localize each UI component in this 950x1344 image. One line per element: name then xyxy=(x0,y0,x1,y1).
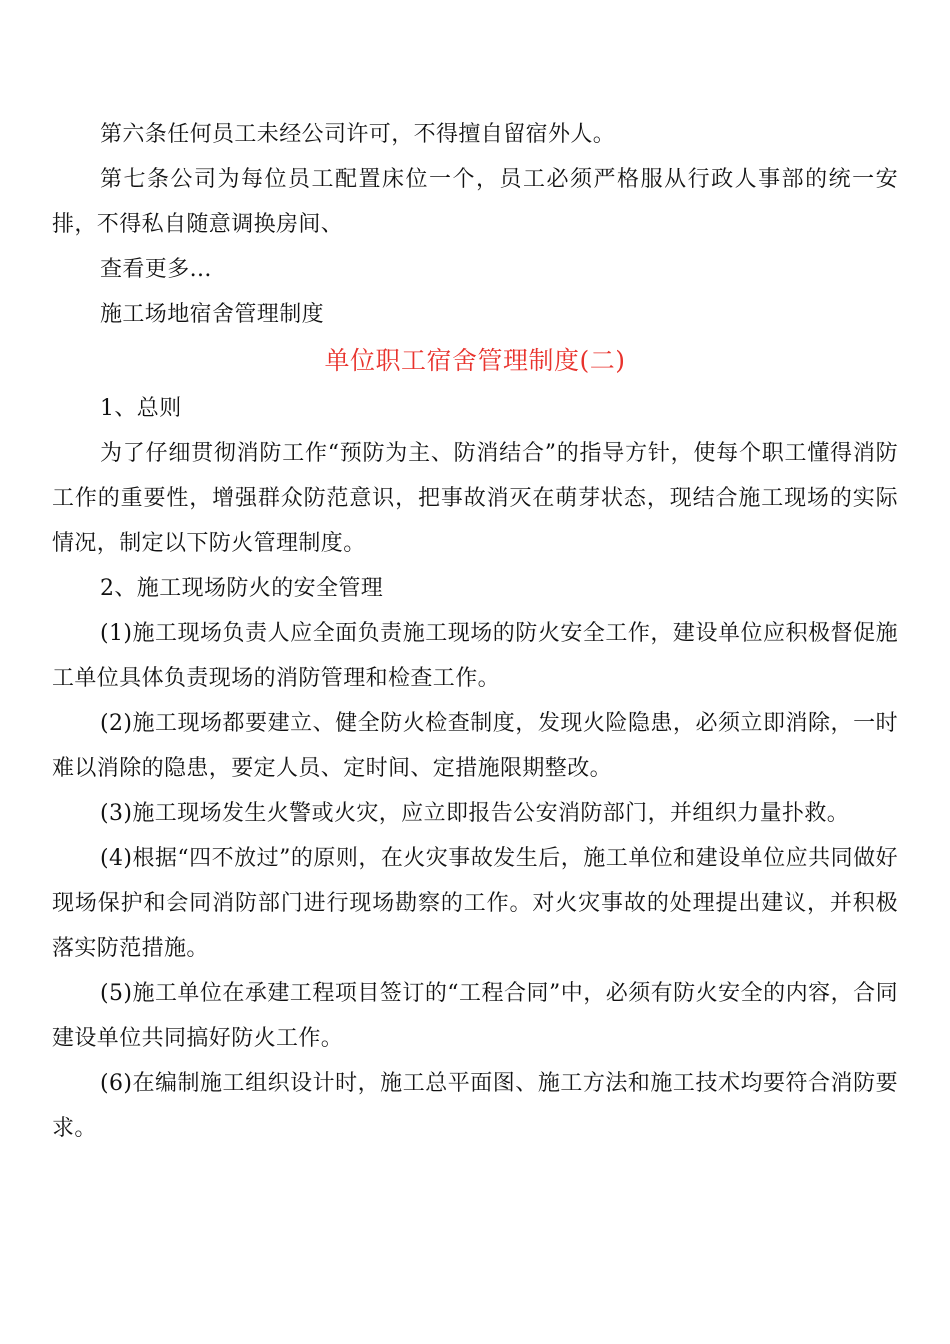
paragraph-general-heading: 1、总则 xyxy=(100,396,182,421)
paragraph-general-body: 为了仔细贯彻消防工作“预防为主、防消结合”的指导方针，使每个职工懂得消防工作的重要性，增强群众防范意识，把事故消灭在萌芽状态，现结合施工现场的实际情况，制定以下防火管理制度。 xyxy=(52,441,898,556)
paragraph-section-heading: 施工场地宿舍管理制度 xyxy=(100,302,325,327)
paragraph-item-4: (4)根据“四不放过”的原则，在火灾事故发生后，施工单位和建设单位应共同做好现场保护和会同消防部门进行现场勘察的工作。对火灾事故的处理提出建议，并积极落实防范措施。 xyxy=(52,846,898,961)
paragraph-item-1: (1)施工现场负责人应全面负责施工现场的防火安全工作，建设单位应积极督促施工单位具体负责现场的消防管理和检查工作。 xyxy=(52,621,898,691)
document-title: 单位职工宿舍管理制度(二) xyxy=(324,346,626,375)
paragraph-article-7: 第七条公司为每位员工配置床位一个，员工必须严格服从行政人事部的统一安排，不得私自随意调换房间、 xyxy=(52,167,898,237)
paragraph-fire-management-heading: 2、施工现场防火的安全管理 xyxy=(100,576,384,601)
paragraph-item-2: (2)施工现场都要建立、健全防火检查制度，发现火险隐患，必须立即消除，一时难以消除的隐患，要定人员、定时间、定措施限期整改。 xyxy=(52,711,898,781)
view-more-link[interactable]: 查看更多... xyxy=(100,257,212,282)
document-body xyxy=(52,112,898,1151)
paragraph-item-6: (6)在编制施工组织设计时，施工总平面图、施工方法和施工技术均要符合消防要求。 xyxy=(52,1071,898,1141)
paragraph-item-3: (3)施工现场发生火警或火灾，应立即报告公安消防部门，并组织力量扑救。 xyxy=(100,801,850,826)
paragraph-article-6: 第六条任何员工未经公司许可，不得擅自留宿外人。 xyxy=(100,122,616,147)
paragraph-item-5: (5)施工单位在承建工程项目签订的“工程合同”中，必须有防火安全的内容，合同建设单位共同搞好防火工作。 xyxy=(52,981,898,1051)
